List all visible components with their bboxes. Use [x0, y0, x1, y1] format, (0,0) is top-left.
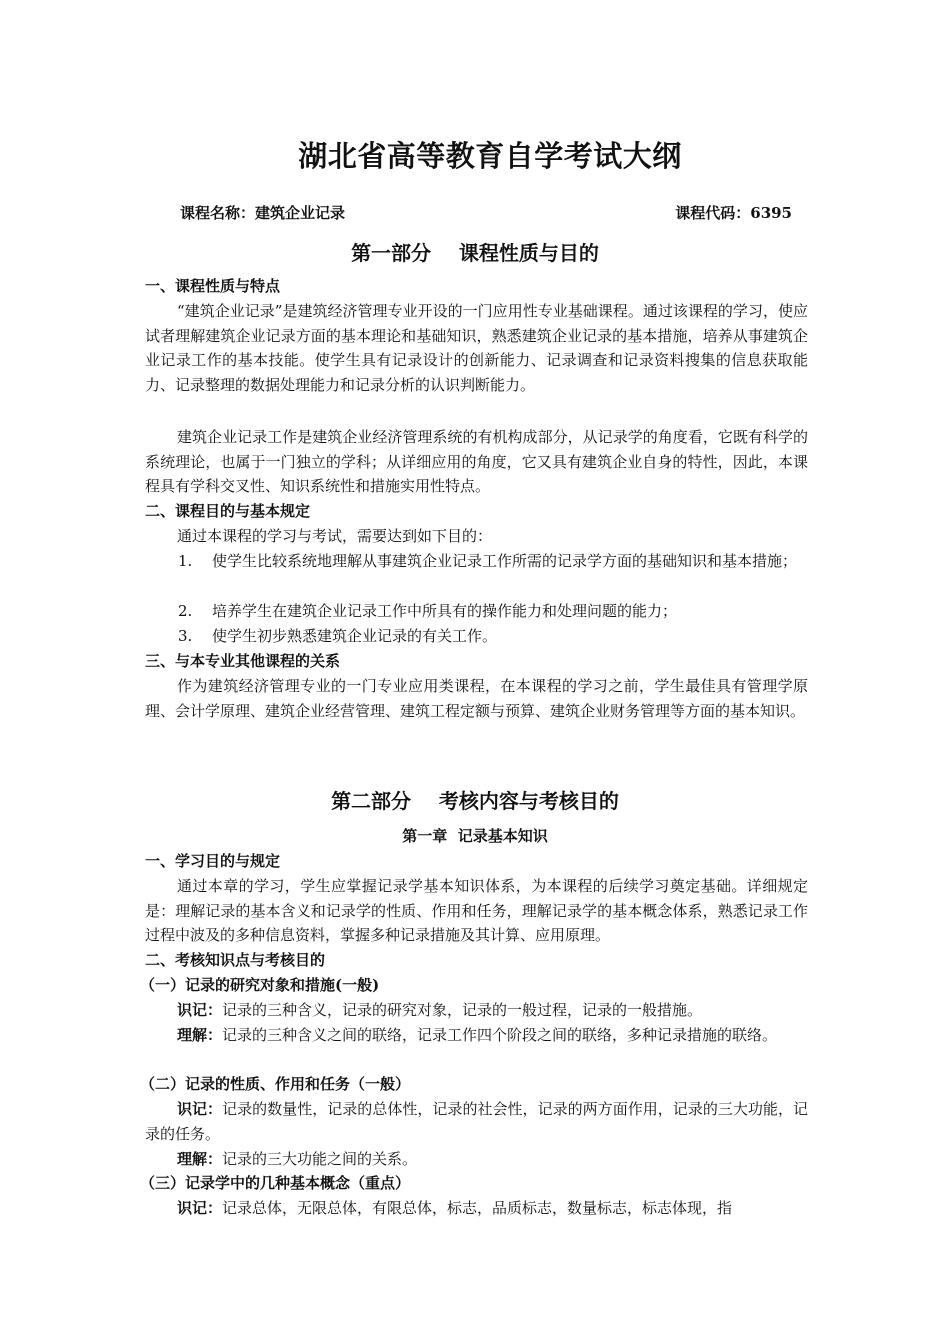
- understand-text: 记录的三种含义之间的联络，记录工作四个阶段之间的联络，多种记录措施的联络。: [222, 1026, 778, 1044]
- paragraph: [145, 998, 808, 1023]
- know-text: 记录的数量性，记录的总体性，记录的社会性，记录的两方面作用，记录的三大功能，记录的任务。: [145, 1100, 808, 1143]
- list-text: 培养学生在建筑企业记录工作中所具有的操作能力和处理问题的能力；: [212, 602, 678, 620]
- understand-label: 理解：: [177, 1150, 223, 1168]
- know-text: 记录的三种含义，记录的研究对象，记录的一般过程，记录的一般措施。: [222, 1001, 703, 1019]
- paragraph: 通过本课程的学习与考试，需要达到如下目的：: [177, 527, 493, 545]
- list-number: 1.: [178, 552, 193, 570]
- section-heading: 三、与本专业其他课程的关系: [145, 652, 341, 670]
- paragraph: 通过本章的学习，学生应掌握记录学基本知识体系，为本课程的后续学习奠定基础。详细规定是：理解记录的基本含义和记录学的性质、作用和任务，理解记录学的基本概念体系，熟悉记录工作过程中波及的多种信息资料，掌握多种记录措施及其计算、应用原理。: [145, 877, 808, 945]
- understand-text: 记录的三大功能之间的关系。: [222, 1150, 418, 1168]
- course-code: 课程代码：6395: [675, 204, 792, 222]
- paragraph: 建筑企业记录工作是建筑企业经济管理系统的有机构成部分，从记录学的角度看，它既有科学的系统理论，也属于一门独立的学科；从详细应用的角度，它又具有建筑企业自身的特性，因此，本课程具有学科交叉性、知识系统性和措施实用性特点。: [145, 428, 808, 496]
- list-text: 使学生比较系统地理解从事建筑企业记录工作所需的记录学方面的基础知识和基本措施；: [212, 552, 798, 570]
- list-item: [178, 549, 808, 574]
- list-number: 2.: [178, 602, 193, 620]
- part2-title: 第二部分 考核内容与考核目的: [331, 789, 619, 813]
- know-label: 识记：: [177, 1100, 223, 1118]
- know-label: 识记：: [177, 1001, 223, 1019]
- course-name: 课程名称：建筑企业记录: [180, 204, 346, 222]
- subsection-heading: （二）记录的性质、作用和任务（一般）: [140, 1075, 411, 1093]
- chapter-title: 第一章 记录基本知识: [402, 827, 548, 845]
- section-heading: 二、考核知识点与考核目的: [145, 951, 326, 969]
- list-item: [178, 624, 808, 649]
- understand-label: 理解：: [177, 1026, 223, 1044]
- list-text: 使学生初步熟悉建筑企业记录的有关工作。: [212, 627, 498, 645]
- part1-title: 第一部分 课程性质与目的: [351, 241, 599, 265]
- paragraph: [145, 1023, 808, 1048]
- document-title: 湖北省高等教育自学考试大纲: [298, 139, 682, 173]
- section-heading: 一、学习目的与规定: [145, 852, 281, 870]
- know-label: 识记：: [177, 1199, 223, 1217]
- list-item: [178, 599, 808, 624]
- paragraph: [145, 1147, 808, 1172]
- section-heading: 二、课程目的与基本规定: [145, 502, 311, 520]
- paragraph: [145, 1196, 808, 1221]
- know-text: 记录总体，无限总体，有限总体，标志，品质标志，数量标志，标志体现，指: [222, 1199, 733, 1217]
- list-number: 3.: [178, 627, 193, 645]
- section-heading: 一、课程性质与特点: [145, 277, 281, 295]
- course-info-row: [180, 202, 792, 223]
- subsection-heading: （一）记录的研究对象和措施(一般): [140, 976, 380, 994]
- subsection-heading: （三）记录学中的几种基本概念（重点）: [140, 1174, 411, 1192]
- paragraph: “建筑企业记录”是建筑经济管理专业开设的一门应用性专业基础课程。通过该课程的学习，使应试者理解建筑企业记录方面的基本理论和基础知识，熟悉建筑企业记录的基本措施，培养从事建筑企业记录工作的基本技能。使学生具有记录设计的创新能力、记录调查和记录资料搜集的信息获取能力、记录整理的数据处理能力和记录分析的认识判断能力。: [145, 302, 808, 394]
- paragraph: [145, 1097, 808, 1146]
- paragraph: 作为建筑经济管理专业的一门专业应用类课程，在本课程的学习之前，学生最佳具有管理学原理、会计学原理、建筑企业经营管理、建筑工程定额与预算、建筑企业财务管理等方面的基本知识。: [145, 677, 808, 720]
